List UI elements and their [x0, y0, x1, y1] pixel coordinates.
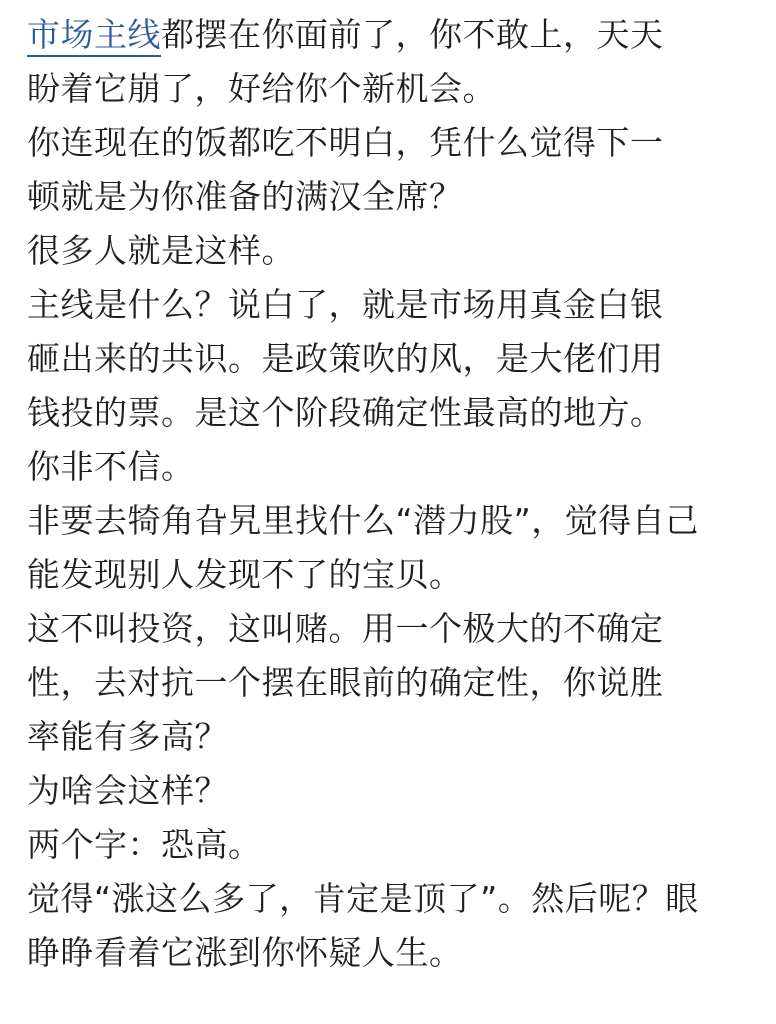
text-line: 主线是什么？说白了，就是市场用真金白银 [27, 285, 664, 324]
text-line: 睁睁看着它涨到你怀疑人生。 [27, 933, 463, 972]
text-line: 顿就是为你准备的满汉全席？ [27, 177, 463, 216]
text-line: 性，去对抗一个摆在眼前的确定性，你说胜 [27, 663, 664, 702]
text-line: 盼着它崩了，好给你个新机会。 [27, 69, 496, 108]
text-line: 率能有多高？ [27, 717, 228, 756]
text-line: 钱投的票。是这个阶段确定性最高的地方。 [27, 393, 664, 432]
text-line: 非要去犄角旮旯里找什么“潜力股”，觉得自己 [27, 501, 699, 540]
text-line: 你非不信。 [27, 447, 195, 486]
text-line: 能发现别人发现不了的宝贝。 [27, 555, 463, 594]
text-line-content: 都摆在你面前了，你不敢上，天天 [161, 15, 664, 54]
text-line: 你连现在的饭都吃不明白，凭什么觉得下一 [27, 123, 664, 162]
article-body [27, 8, 757, 980]
text-line: 砸出来的共识。是政策吹的风，是大佬们用 [27, 339, 664, 378]
text-line: 两个字：恐高。 [27, 825, 262, 864]
topic-link[interactable]: 市场主线 [27, 15, 161, 57]
text-line: 这不叫投资，这叫赌。用一个极大的不确定 [27, 609, 664, 648]
text-line [27, 8, 757, 62]
text-line: 觉得“涨这么多了，肯定是顶了”。然后呢？眼 [27, 879, 699, 918]
text-line: 为啥会这样？ [27, 771, 228, 810]
text-line: 很多人就是这样。 [27, 231, 295, 270]
